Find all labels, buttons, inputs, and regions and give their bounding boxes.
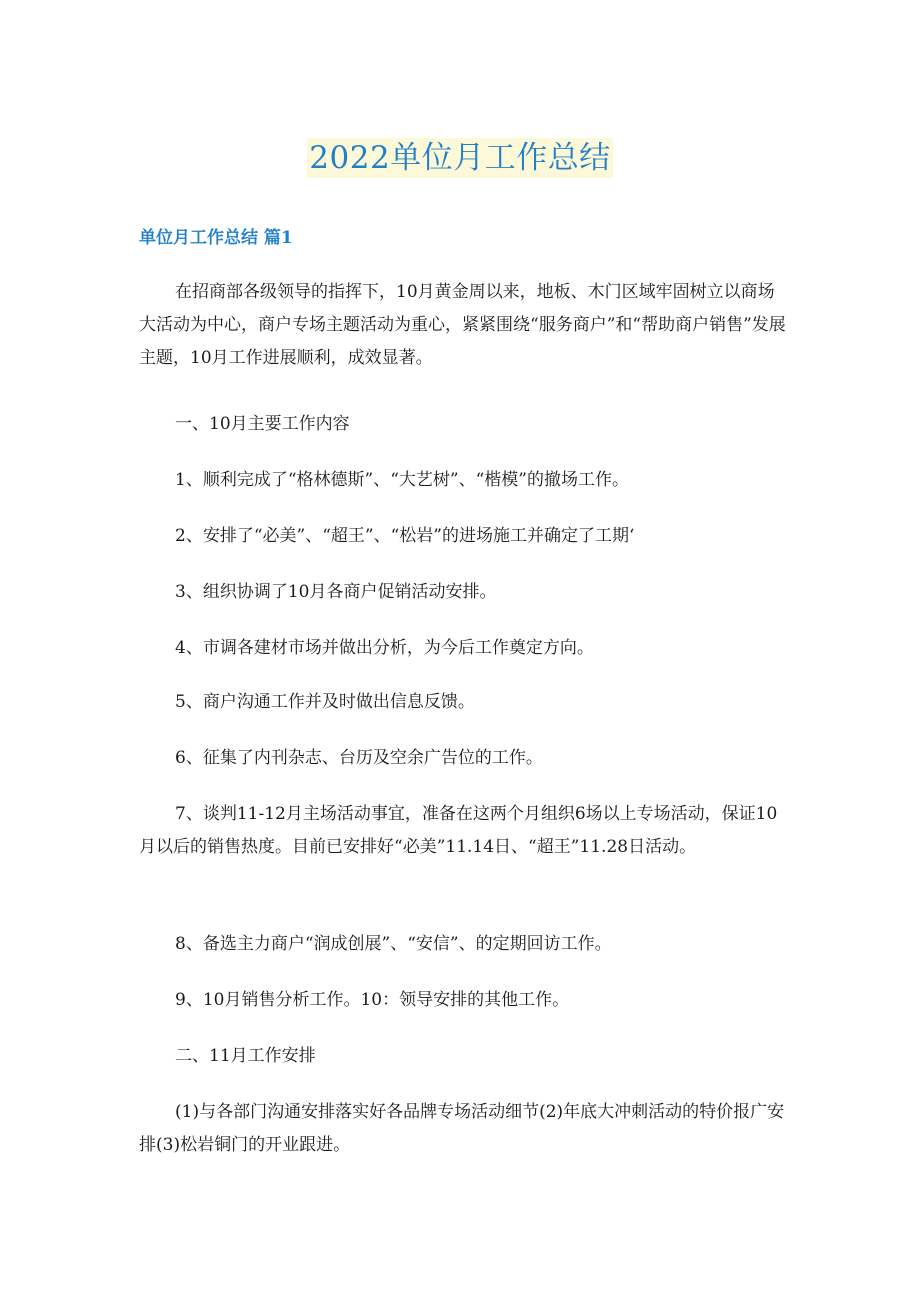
- list-item-5: 5、商户沟通工作并及时做出信息反馈。: [175, 692, 475, 712]
- title-container: [0, 138, 920, 178]
- list-item-8: 8、备选主力商户“润成创展”、“安信”、的定期回访工作。: [175, 934, 612, 954]
- part-one-heading: 一、10月主要工作内容: [175, 414, 350, 434]
- list-item-6: 6、征集了内刊杂志、台历及空余广告位的工作。: [175, 748, 543, 768]
- list-item-1: 1、顺利完成了“格林德斯”、“大艺树”、“楷模”的撤场工作。: [175, 470, 629, 490]
- intro-paragraph: 在招商部各级领导的指挥下，10月黄金周以来，地板、木门区域牢固树立以商场大活动为中心，商户专场主题活动为重心，紧紧围绕“服务商户”和“帮助商户销售”发展主题，10月工作进展顺利，成效显著。: [139, 282, 786, 368]
- list-item-3: 3、组织协调了10月各商户促销活动安排。: [175, 582, 497, 602]
- list-item-9: 9、10月销售分析工作。10：领导安排的其他工作。: [175, 990, 570, 1010]
- list-item-2: 2、安排了“必美”、“超王”、“松岩”的进场施工并确定了工期‘: [175, 526, 635, 546]
- part-two-heading: 二、11月工作安排: [175, 1046, 316, 1066]
- document-title: 2022单位月工作总结: [309, 140, 611, 176]
- list-item-4: 4、市调各建材市场并做出分析，为今后工作奠定方向。: [175, 638, 594, 658]
- plan-paragraph: (1)与各部门沟通安排落实好各品牌专场活动细节(2)年底大冲刺活动的特价报广安排(3)松岩铜门的开业跟进。: [139, 1102, 785, 1155]
- section-heading: 单位月工作总结 篇1: [139, 228, 293, 248]
- list-item-7: 7、谈判11-12月主场活动事宜，准备在这两个月组织6场以上专场活动，保证10月以后的销售热度。目前已安排好“必美”11.14日、“超王”11.28日活动。: [139, 804, 778, 857]
